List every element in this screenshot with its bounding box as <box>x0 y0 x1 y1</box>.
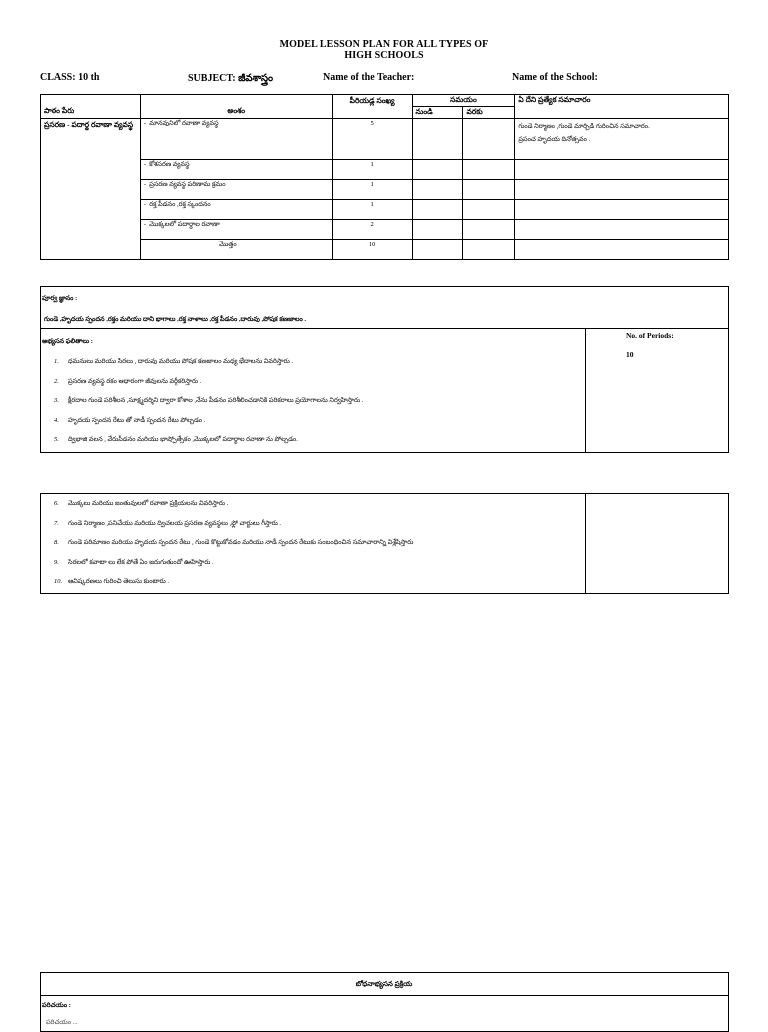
col-info-header: ఏ దేని ప్రత్యేక సమాచారం <box>515 95 729 119</box>
outcome-item: 8. గుండె పరిమాణం మరియు హృదయ స్పందన రేటు , గుండె కొట్టుకోవడం మరియు నాడీ స్పందన రేటుకు సంబంధించిన సమాచారాన్ని విశ్లేషిస్తారు <box>54 539 414 546</box>
periods-row-2: 1 <box>332 160 412 180</box>
class-label: CLASS: 10 th <box>40 72 100 83</box>
outcome-item: 6. మొక్కలు మరియు జంతువులలో రవాణా ప్రక్రియలను వివరిస్తారు . <box>54 500 229 507</box>
title-line2: HIGH SCHOOLS <box>344 50 424 61</box>
prior-knowledge-heading: పూర్వ జ్ఞానం : <box>42 295 78 302</box>
outcome-item: 3. క్షీరదాల గుండె పరిశీలన ,సూక్ష్మదర్శిని ద్వారా కోశాల ,నేను పీడనం పరిశీలించడానికి పరికరాలు ప్రయోగాలను నిర్వహిస్తారు . <box>54 397 364 404</box>
periods-row-3: 1 <box>332 180 412 200</box>
col-topic-header: అంశం <box>140 95 332 119</box>
school-label: Name of the School: <box>512 72 598 83</box>
periods-row-4: 1 <box>332 200 412 220</box>
outcome-item: 10. ఆవిష్కరణలు గురించి తెలుసు కుంటారు . <box>54 578 169 585</box>
col-time-header: సమయం <box>412 95 515 107</box>
topic-row-3: - ప్రసరణ వ్యవస్థ పరిణామ క్రమం <box>140 180 332 200</box>
topic-row-1: - మానవునిలో రవాణా వ్యవస్థ <box>140 119 332 160</box>
lesson-table <box>40 94 729 260</box>
outcome-item: 7. గుండె నిర్మాణం ,పనిచేయు మరియు ద్విచలయ ప్రసరణ వ్యవస్థలు ,ఫ్లో చార్టులు గీస్తారు . <box>54 520 282 527</box>
col-to-header: వరకు <box>463 107 515 119</box>
subject-label: SUBJECT: జీవశాస్త్రం <box>188 73 274 84</box>
intro-cut-text: పరిచయం ... <box>46 1019 78 1026</box>
teacher-label: Name of the Teacher: <box>323 72 415 83</box>
col-from-header: నుండి <box>412 107 463 119</box>
outcome-item: 1. ధమనులు మరియు సిరలు , దారువు మరియు పోషక కణజాలం మధ్య భేదాలను వివరిస్తారు . <box>54 358 293 365</box>
periods-value: 10 <box>626 350 634 359</box>
periods-row-5: 2 <box>332 220 412 240</box>
teaching-process-heading: బోధనాభ్యసన ప్రక్రియ <box>355 980 413 988</box>
outcome-item: 2. ప్రసరణ వ్యవస్థ రకం ఆధారంగా జీవులను వర్గీకరిస్తారు . <box>54 378 202 385</box>
topic-row-5: - మొక్కలలో పదార్థాల రవాణా <box>140 220 332 240</box>
intro-label: పరిచయం : <box>42 1002 71 1009</box>
periods-label: No. of Periods: <box>626 331 674 340</box>
total-label: మొత్తం <box>140 240 332 260</box>
prior-knowledge-box <box>40 286 729 453</box>
outcome-item: 5. ద్విభాజి వలన , వేరుపీడనం మరియు భాష్పోత్సేకం ,మొక్కలలో పదార్థాల రవాణా ను పోల్చడం. <box>54 436 298 443</box>
lesson-name: ప్రసరణ - పదార్థ రవాణా వ్యవస్థ <box>41 119 141 260</box>
outcome-item: 4. హృదయ స్పందన రేటు తో నాడీ స్పందన రేటు పోల్చడం . <box>54 417 206 424</box>
info-row-1: గుండె నిర్మాణం ,గుండె మార్చిడి గురించిన సమాచారం. ప్రపంచ హృదయ దినోత్సవం . <box>515 119 729 160</box>
periods-row-1: 5 <box>332 119 412 160</box>
title-line1: MODEL LESSON PLAN FOR ALL TYPES OF <box>279 39 489 50</box>
prior-knowledge-text: గుండె ,హృదయ స్పందన ,రక్తం మరియు దాని భాగాలు ,రక్త నాళాలు ,రక్త పీడనం ,దారువు ,పోషక కణజాలం . <box>44 316 307 323</box>
col-lesson-header: పాఠం పేరు <box>41 95 141 119</box>
outcomes-heading: అభ్యసన ఫలితాలు : <box>42 338 93 345</box>
topic-row-4: - రక్త పీడనం ,రక్త స్కందనం <box>140 200 332 220</box>
total-value: 10 <box>332 240 412 260</box>
outcome-item: 9. సిరలలో కవాటా లు లేక పోతే ఏం జరుగుతుందో ఊహిస్తారు . <box>54 559 214 566</box>
topic-row-2: - కోశసరణ వ్యవస్థ <box>140 160 332 180</box>
col-periods-header: పీరియడ్ల సంఖ్య <box>332 95 412 119</box>
